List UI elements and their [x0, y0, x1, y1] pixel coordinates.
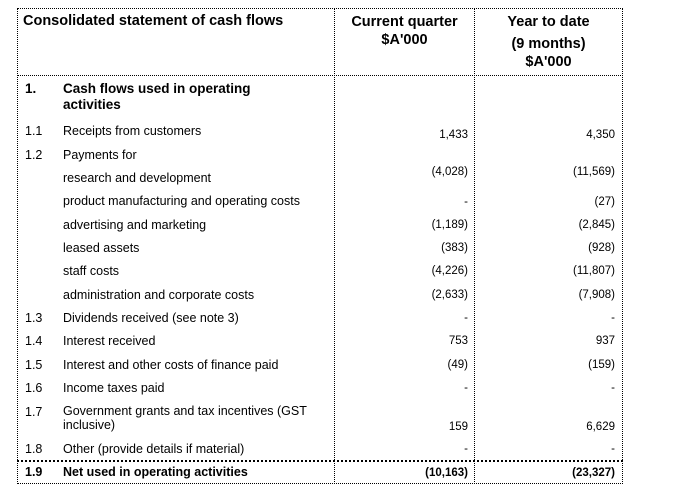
row-year-to-date-value: 4,350: [586, 129, 615, 141]
row-number: 1.4: [25, 334, 43, 348]
row-label: Payments for: [63, 148, 137, 162]
row-label: Dividends received (see note 3): [63, 311, 239, 325]
row-number: 1.6: [25, 381, 43, 395]
row-label: leased assets: [63, 241, 140, 255]
table-left-border: [17, 8, 18, 484]
row-current-quarter-value: (4,028): [431, 166, 468, 178]
ytd-line-2: (9 months): [511, 36, 586, 52]
row-current-quarter-value: 159: [448, 421, 468, 433]
total-row-label: Net used in operating activities: [63, 465, 248, 479]
row-current-quarter-value: 753: [448, 335, 468, 347]
ytd-line-3: $A'000: [525, 54, 572, 70]
row-label: advertising and marketing: [63, 218, 207, 232]
row-current-quarter-value: -: [464, 382, 468, 394]
row-number: 1.3: [25, 311, 43, 325]
row-current-quarter-value: (49): [447, 359, 468, 371]
row-current-quarter-value: -: [464, 312, 468, 324]
current-quarter-line-2: $A'000: [381, 32, 428, 48]
row-label: staff costs: [63, 264, 120, 278]
row-label: administration and corporate costs: [63, 288, 255, 302]
row-label: Interest and other costs of finance paid: [63, 358, 279, 372]
total-row-current-quarter: (10,163): [425, 467, 468, 479]
row-label: Receipts from customers: [63, 124, 202, 138]
row-year-to-date-value: -: [611, 312, 615, 324]
row-current-quarter-value: -: [464, 443, 468, 455]
total-row-year-to-date: (23,327): [572, 467, 615, 479]
total-row-number: 1.9: [25, 465, 43, 479]
table-right-border: [622, 8, 623, 484]
table-top-border: [17, 8, 623, 9]
row-year-to-date-value: (159): [588, 359, 615, 371]
row-year-to-date-value: (11,569): [573, 166, 615, 178]
table-bottom-border: [17, 483, 623, 484]
row-current-quarter-value: (4,226): [431, 265, 468, 277]
row-year-to-date-value: 6,629: [586, 421, 615, 433]
row-year-to-date-value: -: [611, 443, 615, 455]
row-label: Government grants and tax incentives (GST inclusive): [63, 404, 307, 432]
row-number: 1.7: [25, 405, 43, 419]
row-label: product manufacturing and operating costs: [63, 194, 300, 208]
row-year-to-date-value: 937: [595, 335, 615, 347]
row-year-to-date-value: -: [611, 382, 615, 394]
row-year-to-date-value: (27): [594, 196, 615, 208]
section-number: 1.: [25, 81, 37, 96]
row-current-quarter-value: (1,189): [431, 219, 468, 231]
row-year-to-date-value: (11,807): [573, 265, 615, 277]
row-number: 1.8: [25, 442, 43, 456]
column-header-current-quarter: [335, 13, 474, 49]
ytd-line-1: Year to date: [507, 14, 590, 30]
total-top-border: [17, 460, 623, 462]
header-bottom-border: [17, 75, 623, 76]
row-number: 1.2: [25, 148, 43, 162]
row-year-to-date-value: (7,908): [578, 289, 615, 301]
section-title: Cash flows used in operating activities: [63, 81, 251, 112]
row-current-quarter-value: -: [464, 196, 468, 208]
row-current-quarter-value: (383): [441, 242, 468, 254]
statement-title: Consolidated statement of cash flows: [23, 13, 284, 29]
row-year-to-date-value: (2,845): [578, 219, 615, 231]
row-number: 1.5: [25, 358, 43, 372]
row-current-quarter-value: 1,433: [439, 129, 468, 141]
row-current-quarter-value: (2,633): [431, 289, 468, 301]
row-label: Income taxes paid: [63, 381, 165, 395]
row-year-to-date-value: (928): [588, 242, 615, 254]
current-quarter-line-1: Current quarter: [351, 14, 458, 30]
row-label: Interest received: [63, 334, 156, 348]
column-header-year-to-date: [475, 13, 622, 71]
row-number: 1.1: [25, 124, 43, 138]
row-label: Other (provide details if material): [63, 442, 245, 456]
row-label: research and development: [63, 171, 212, 185]
